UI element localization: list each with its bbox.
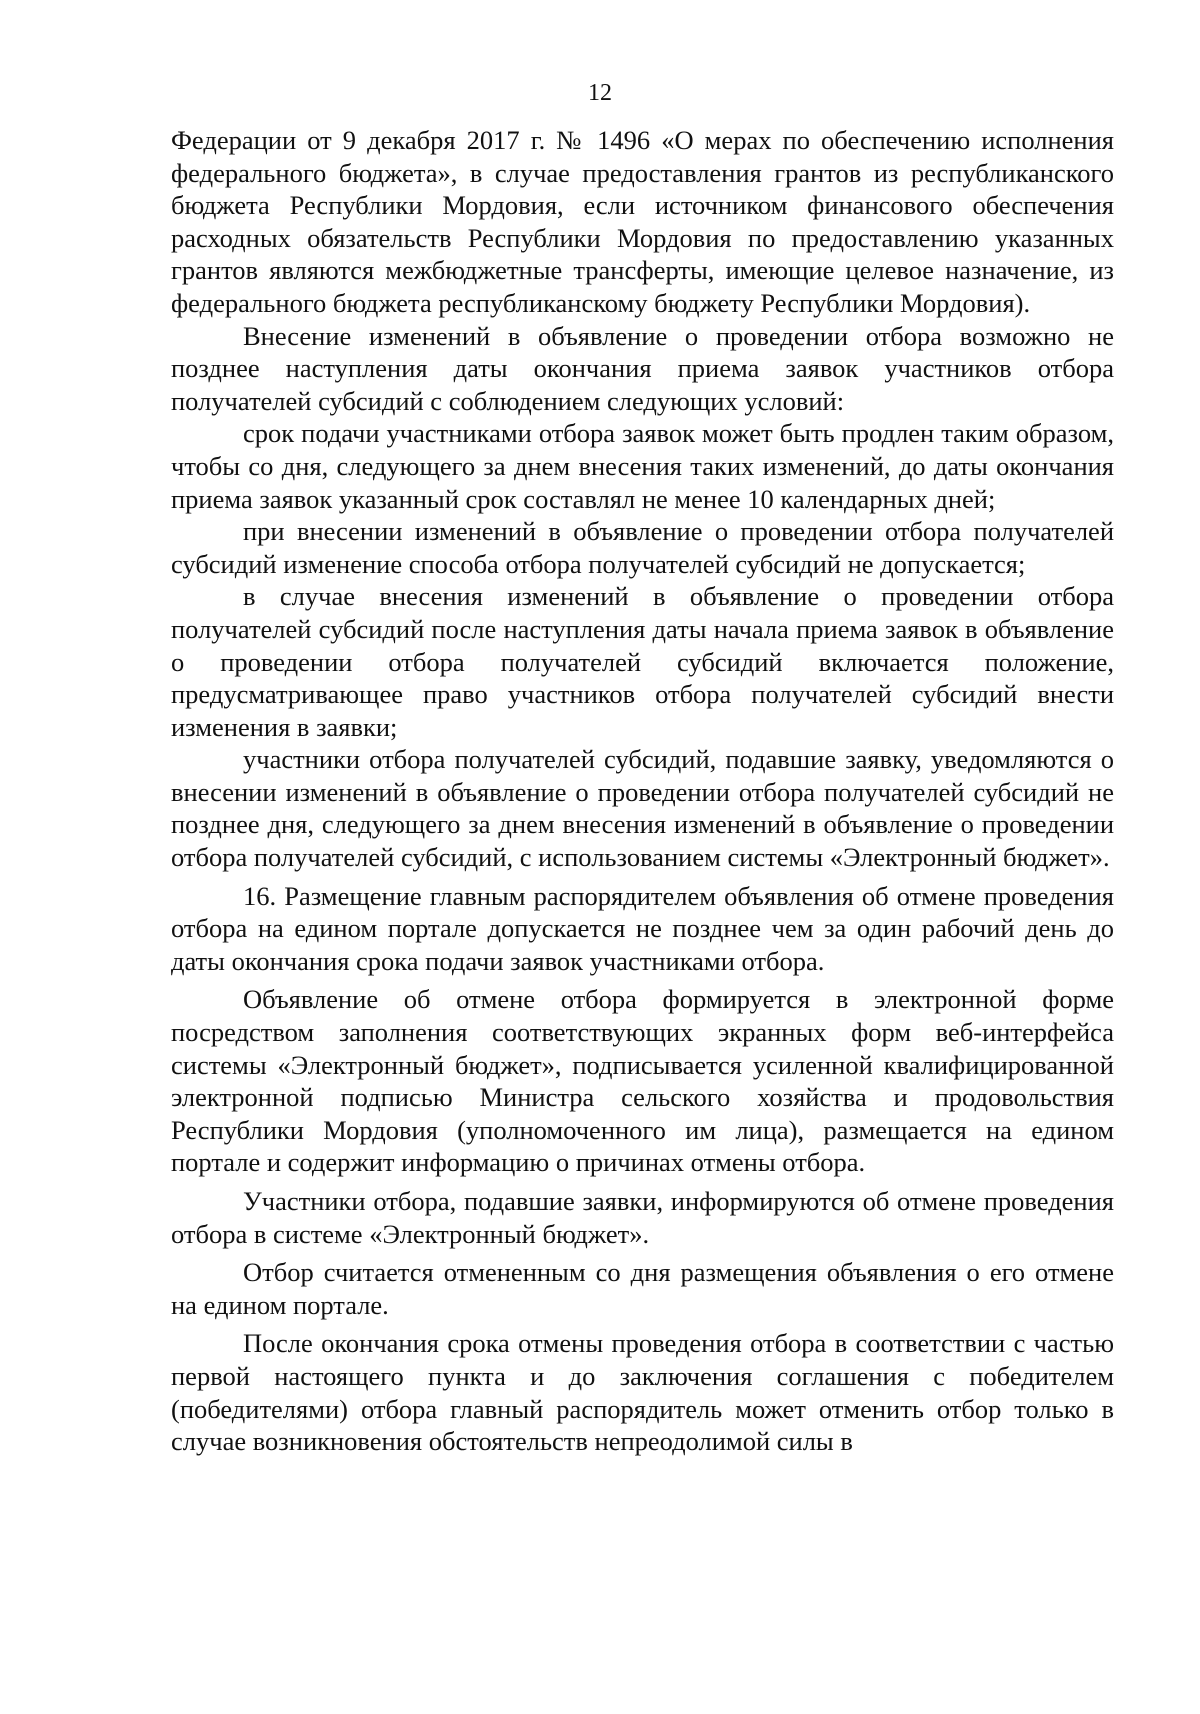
paragraph-1: Федерации от 9 декабря 2017 г. № 1496 «О мерах по обеспечению исполнения федерального бюджета», в случае предоставления грантов из республиканского бюджета Республики Мордовия, если источником финансового обеспечения расходных обязательств Республики Мордовия по предоставлению указанных грантов являются межбюджетные трансферты, имеющие целевое назначение, из федерального бюджета республиканскому бюджету Республики Мордовия). <box>171 125 1114 318</box>
paragraph-10: Отбор считается отмененным со дня размещения объявления о его отмене на едином портале. <box>171 1257 1114 1320</box>
paragraph-7: 16. Размещение главным распорядителем объявления об отмене проведения отбора на едином портале допускается не позднее чем за один рабочий день до даты окончания срока подачи заявок участниками отбора. <box>171 880 1114 976</box>
paragraph-5: в случае внесения изменений в объявление о проведении отбора получателей субсидий после наступления даты начала приема заявок в объявление о проведении отбора получателей субсидий включается положение, предусматривающее право участников отбора получателей субсидий внести изменения в заявки; <box>171 581 1114 742</box>
paragraph-2: Внесение изменений в объявление о проведении отбора возможно не позднее наступления даты окончания приема заявок участников отбора получателей субсидий с соблюдением следующих условий: <box>171 320 1114 416</box>
page-number: 12 <box>588 80 612 106</box>
paragraph-4: при внесении изменений в объявление о проведении отбора получателей субсидий изменение способа отбора получателей субсидий не допускается; <box>171 516 1114 579</box>
paragraph-6: участники отбора получателей субсидий, подавшие заявку, уведомляются о внесении изменений в объявление о проведении отбора получателей субсидий не позднее дня, следующего за днем внесения изменений в объявление о проведении отбора получателей субсидий, с использованием системы «Электронный бюджет». <box>171 744 1114 873</box>
paragraph-3: срок подачи участниками отбора заявок может быть продлен таким образом, чтобы со дня, следующего за днем внесения таких изменений, до даты окончания приема заявок указанный срок составлял не менее 10 календарных дней; <box>171 418 1114 514</box>
paragraph-9: Участники отбора, подавшие заявки, информируются об отмене проведения отбора в системе «Электронный бюджет». <box>171 1186 1114 1249</box>
document-body <box>171 124 1114 1458</box>
paragraph-11: После окончания срока отмены проведения отбора в соответствии с частью первой настоящего пункта и до заключения соглашения с победителем (победителями) отбора главный распорядитель может отменить отбор только в случае возникновения обстоятельств непреодолимой силы в <box>171 1328 1114 1457</box>
paragraph-8: Объявление об отмене отбора формируется в электронной форме посредством заполнения соответствующих экранных форм веб-интерфейса системы «Электронный бюджет», подписывается усиленной квалифицированной электронной подписью Министра сельского хозяйства и продовольствия Республики Мордовия (уполномоченного им лица), размещается на едином портале и содержит информацию о причинах отмены отбора. <box>171 984 1114 1178</box>
